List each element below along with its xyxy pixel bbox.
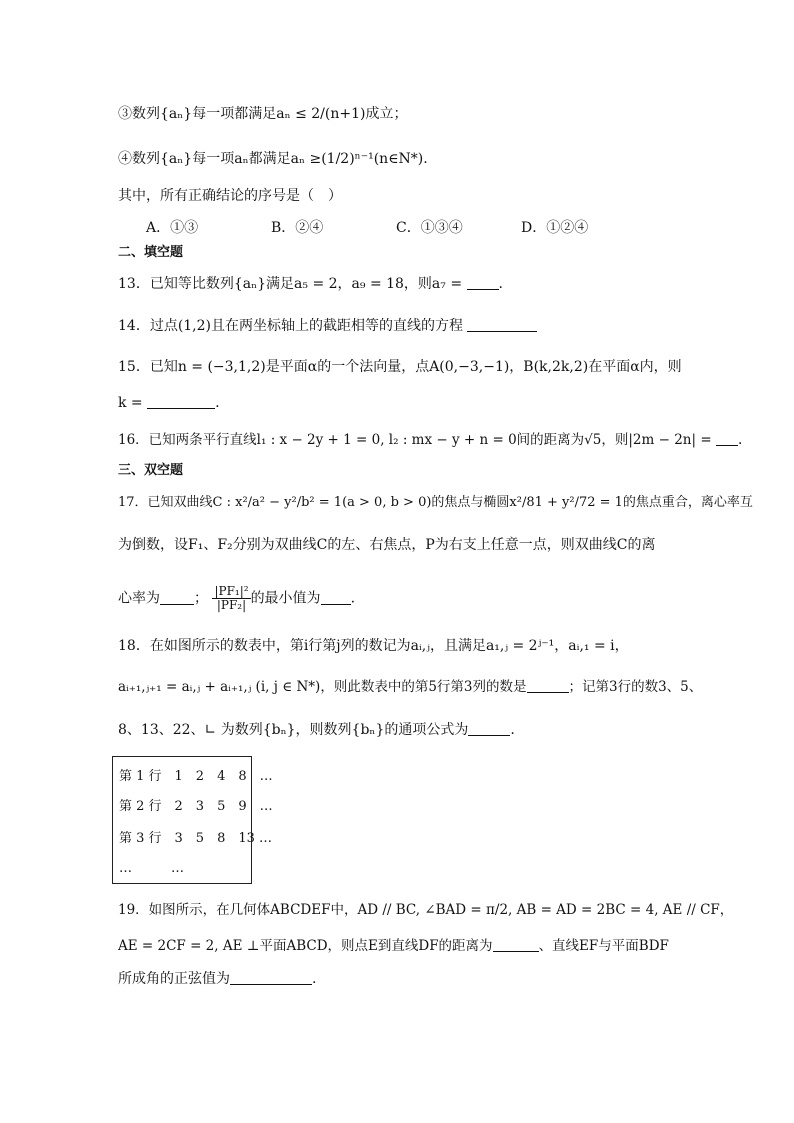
fraction-pf (212, 585, 250, 612)
question-18-cont: ；记第3行的数3、5、 (568, 679, 703, 695)
question-14 (118, 316, 537, 336)
question-17-min-text: 的最小值为 (250, 590, 321, 607)
answer-blank-17a[interactable] (160, 590, 194, 605)
question-19-line2 (118, 936, 669, 956)
question-19-cont: 、直线EF与平面BDF (538, 938, 669, 954)
table-row: 第 1 行 1 2 4 8 … (119, 769, 273, 784)
question-15-end: . (215, 395, 220, 411)
answer-blank-13[interactable] (467, 275, 499, 290)
question-15-var: k = (118, 395, 143, 411)
question-19-line3 (118, 969, 316, 989)
question-17-end: . (350, 590, 356, 607)
answer-blank-15[interactable] (147, 394, 215, 409)
table-row: 第 2 行 2 3 5 9 … (119, 799, 273, 814)
question-19-end: . (312, 971, 317, 987)
question-18-line3 (118, 720, 515, 740)
question-17-eccentricity-text: 心率为 (118, 590, 160, 607)
option-c[interactable]: C．①③④ (396, 220, 463, 236)
answer-blank-19a[interactable] (493, 937, 539, 952)
question-15-line2 (118, 393, 220, 413)
answer-blank-16[interactable] (716, 431, 738, 446)
question-18-text: aᵢ₊₁,ⱼ₊₁ = aᵢ,ⱼ + aᵢ₊₁,ⱼ (i, j ∈ N*)，则此数表中的第5行第3列的数是 (118, 679, 527, 695)
answer-blank-18b[interactable] (468, 721, 510, 736)
question-17-line2: 为倒数，设F₁、F₂分别为双曲线C的左、右焦点，P为右支上任意一点，则双曲线C的离 (118, 537, 656, 553)
question-17-line3 (118, 585, 355, 612)
question-13-end: . (498, 276, 503, 292)
table-row: 第 3 行 3 5 8 13 … (119, 831, 273, 846)
question-prompt: 其中，所有正确结论的序号是（ ） (118, 188, 342, 204)
option-b[interactable]: B．②④ (271, 220, 324, 236)
answer-blank-17b[interactable] (321, 590, 351, 605)
section-heading-double-blank: 三、双空题 (118, 463, 184, 478)
answer-blank-18a[interactable] (527, 678, 569, 693)
question-13 (118, 274, 503, 294)
option-d[interactable]: D．①②④ (521, 220, 589, 236)
statement-3: ③数列{aₙ}每一项都满足aₙ ≤ 2/(n+1)成立； (118, 106, 408, 122)
question-14-text: 14．过点(1,2)且在两坐标轴上的截距相等的直线的方程 (118, 318, 464, 334)
question-17-line1: 17．已知双曲线C : x²/a² − y²/b² = 1(a > 0, b > 0)的焦点与椭圆x²/81 + y²/72 = 1的焦点重合，离心率互 (118, 495, 753, 510)
question-16-text: 16．已知两条平行直线l₁ : x − 2y + 1 = 0, l₂ : mx − y + n = 0间的距离为√5，则|2m − 2n| = (118, 432, 712, 448)
question-19-sine-text: 所成角的正弦值为 (118, 971, 230, 987)
question-16 (118, 430, 742, 450)
fraction-denominator: |PF₂| (216, 598, 247, 612)
question-15-line1: 15．已知n = (−3,1,2)是平面α的一个法向量，点A(0,−3,−1)，B(k,2k,2)在平面α内，则 (118, 359, 682, 375)
question-18-line2 (118, 677, 702, 697)
fraction-numerator: |PF₁|² (214, 584, 249, 598)
question-18-end: . (510, 722, 515, 738)
option-a[interactable]: A．①③ (146, 220, 199, 236)
answer-options (146, 217, 646, 237)
answer-blank-14[interactable] (467, 317, 537, 332)
answer-blank-19b[interactable] (230, 970, 312, 985)
number-table (112, 756, 273, 884)
table-row: … … (119, 861, 185, 876)
question-18-formula-text: 8、13、22、∟ 为数列{bₙ}，则数列{bₙ}的通项公式为 (118, 722, 469, 738)
question-18-line1: 18．在如图所示的数表中，第i行第j列的数记为aᵢ,ⱼ，且满足a₁,ⱼ = 2ʲ⁻¹，aᵢ,₁ = i， (118, 638, 629, 654)
section-heading-fill-in: 二、填空题 (118, 245, 184, 260)
question-17-separator: ； (194, 590, 208, 607)
question-19-text: AE = 2CF = 2, AE ⊥平面ABCD，则点E到直线DF的距离为 (118, 938, 493, 954)
statement-4: ④数列{aₙ}每一项aₙ都满足aₙ ≥(1/2)ⁿ⁻¹(n∈N*). (118, 151, 428, 167)
question-19-line1: 19．如图所示，在几何体ABCDEF中，AD // BC, ∠BAD = π/2, AB = AD = 2BC = 4, AE // CF， (118, 902, 734, 918)
question-16-end: . (737, 432, 743, 448)
question-13-text: 13．已知等比数列{aₙ}满足a₅ = 2，a₉ = 18，则a₇ = (118, 276, 463, 292)
